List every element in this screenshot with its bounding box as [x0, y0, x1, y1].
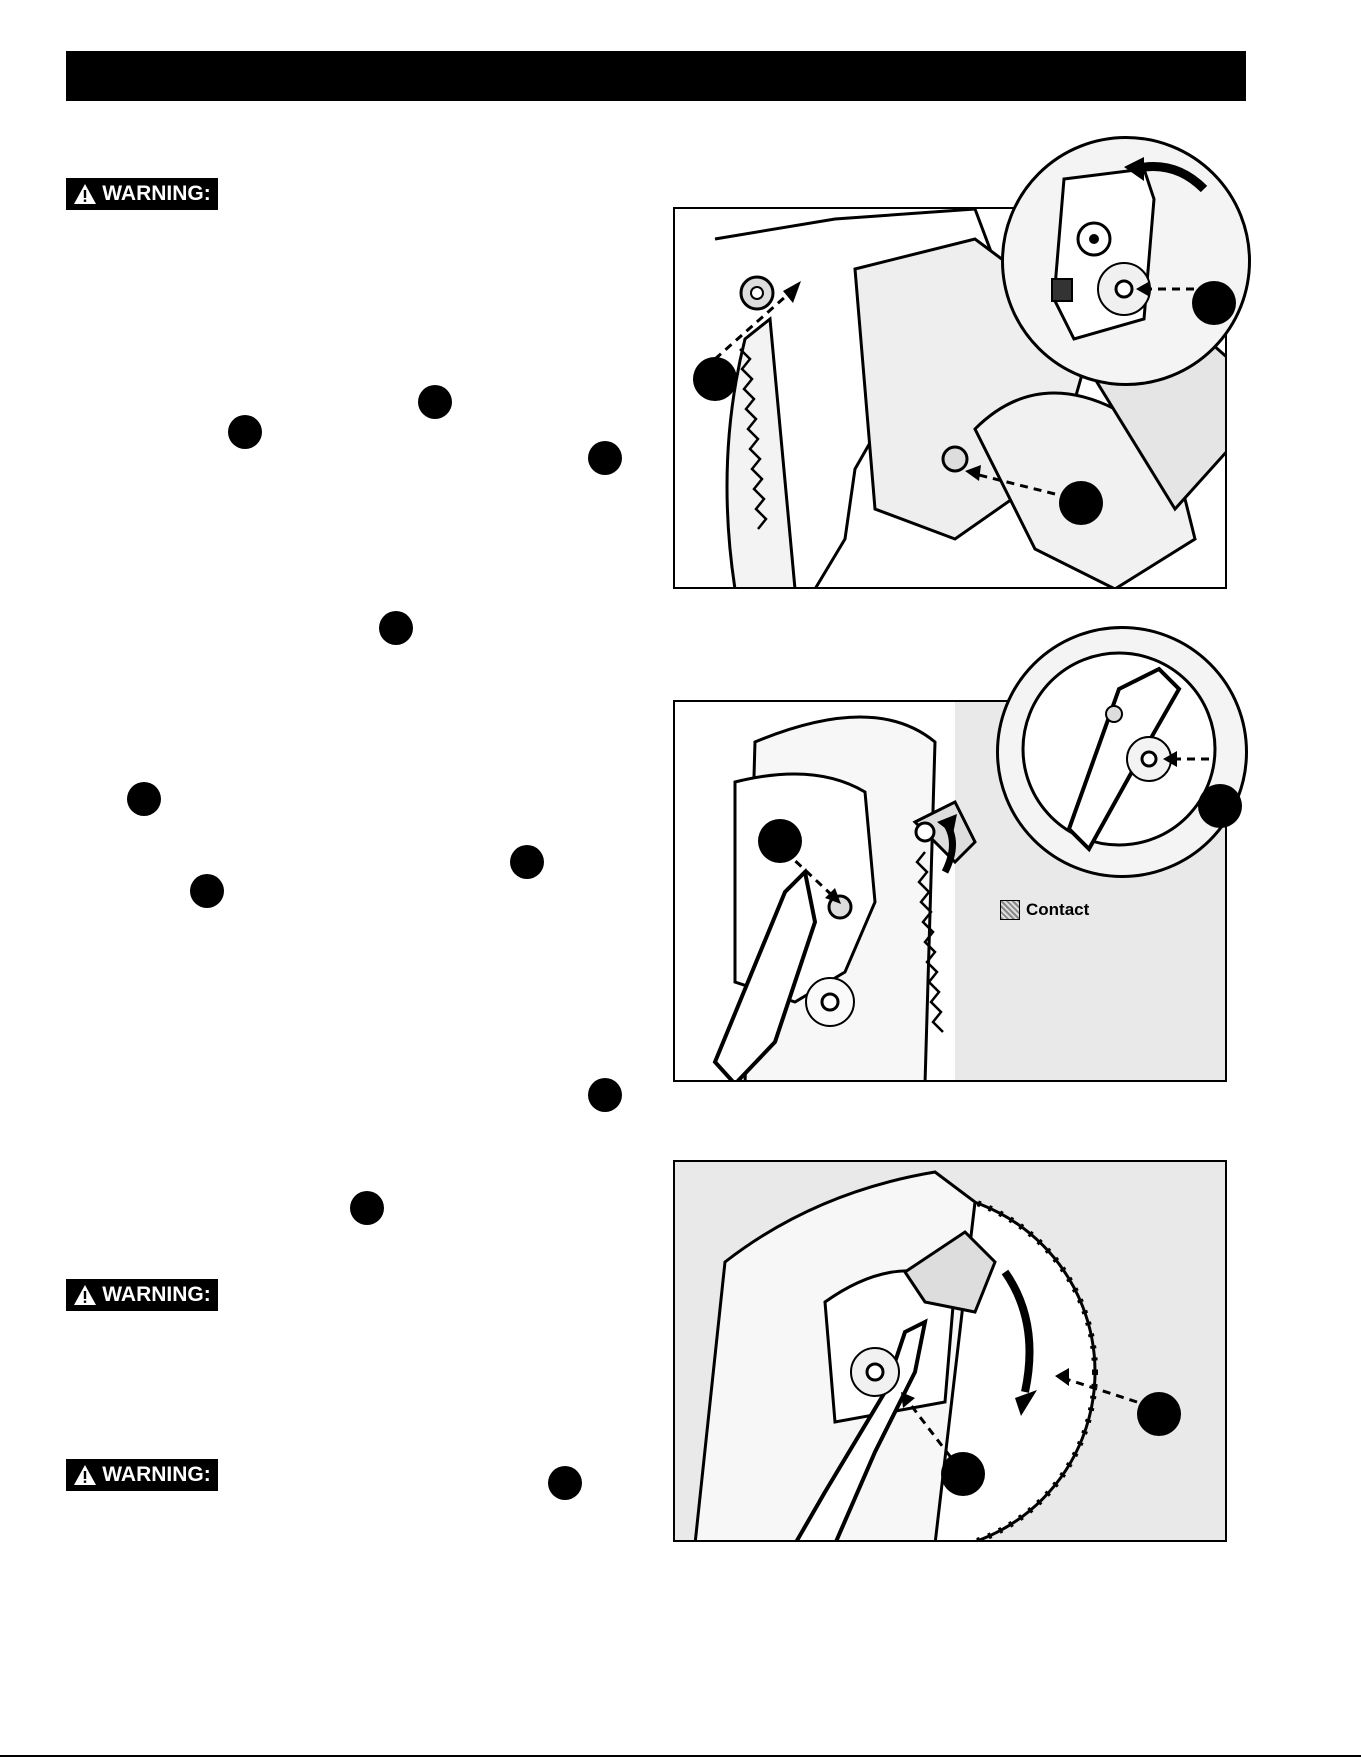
contact-legend-label: Contact	[1026, 900, 1090, 919]
callout-marker	[1137, 1392, 1181, 1436]
warning-label-2	[66, 1279, 218, 1311]
callout-marker	[693, 357, 737, 401]
callout-marker	[228, 415, 262, 449]
figure-1-detail-inset	[1001, 136, 1251, 386]
warning-triangle-icon	[73, 183, 97, 205]
figure-3-illustration	[673, 1160, 1227, 1542]
footer-rule	[0, 1755, 1361, 1757]
section-header-bar	[66, 51, 1246, 101]
warning-text: WARNING:	[102, 182, 211, 205]
warning-label-3	[66, 1459, 218, 1491]
callout-marker	[588, 1078, 622, 1112]
callout-marker	[379, 611, 413, 645]
guard-bolt-detail-drawing	[1004, 139, 1248, 383]
callout-marker	[1059, 481, 1103, 525]
contact-swatch	[1000, 900, 1020, 920]
callout-marker	[1192, 281, 1236, 325]
callout-marker	[758, 819, 802, 863]
callout-marker	[510, 845, 544, 879]
callout-marker	[1198, 784, 1242, 828]
arbor-bolt-detail-drawing	[999, 629, 1245, 875]
callout-marker	[588, 441, 622, 475]
callout-marker	[548, 1466, 582, 1500]
warning-triangle-icon	[73, 1464, 97, 1486]
callout-marker	[190, 874, 224, 908]
callout-marker	[350, 1191, 384, 1225]
callout-marker	[127, 782, 161, 816]
warning-label-1	[66, 178, 218, 210]
warning-text: WARNING:	[102, 1463, 211, 1486]
callout-marker	[418, 385, 452, 419]
warning-triangle-icon	[73, 1284, 97, 1306]
warning-text: WARNING:	[102, 1283, 211, 1306]
contact-legend	[1000, 900, 1089, 920]
callout-marker	[941, 1452, 985, 1496]
figure-2-detail-inset	[996, 626, 1248, 878]
